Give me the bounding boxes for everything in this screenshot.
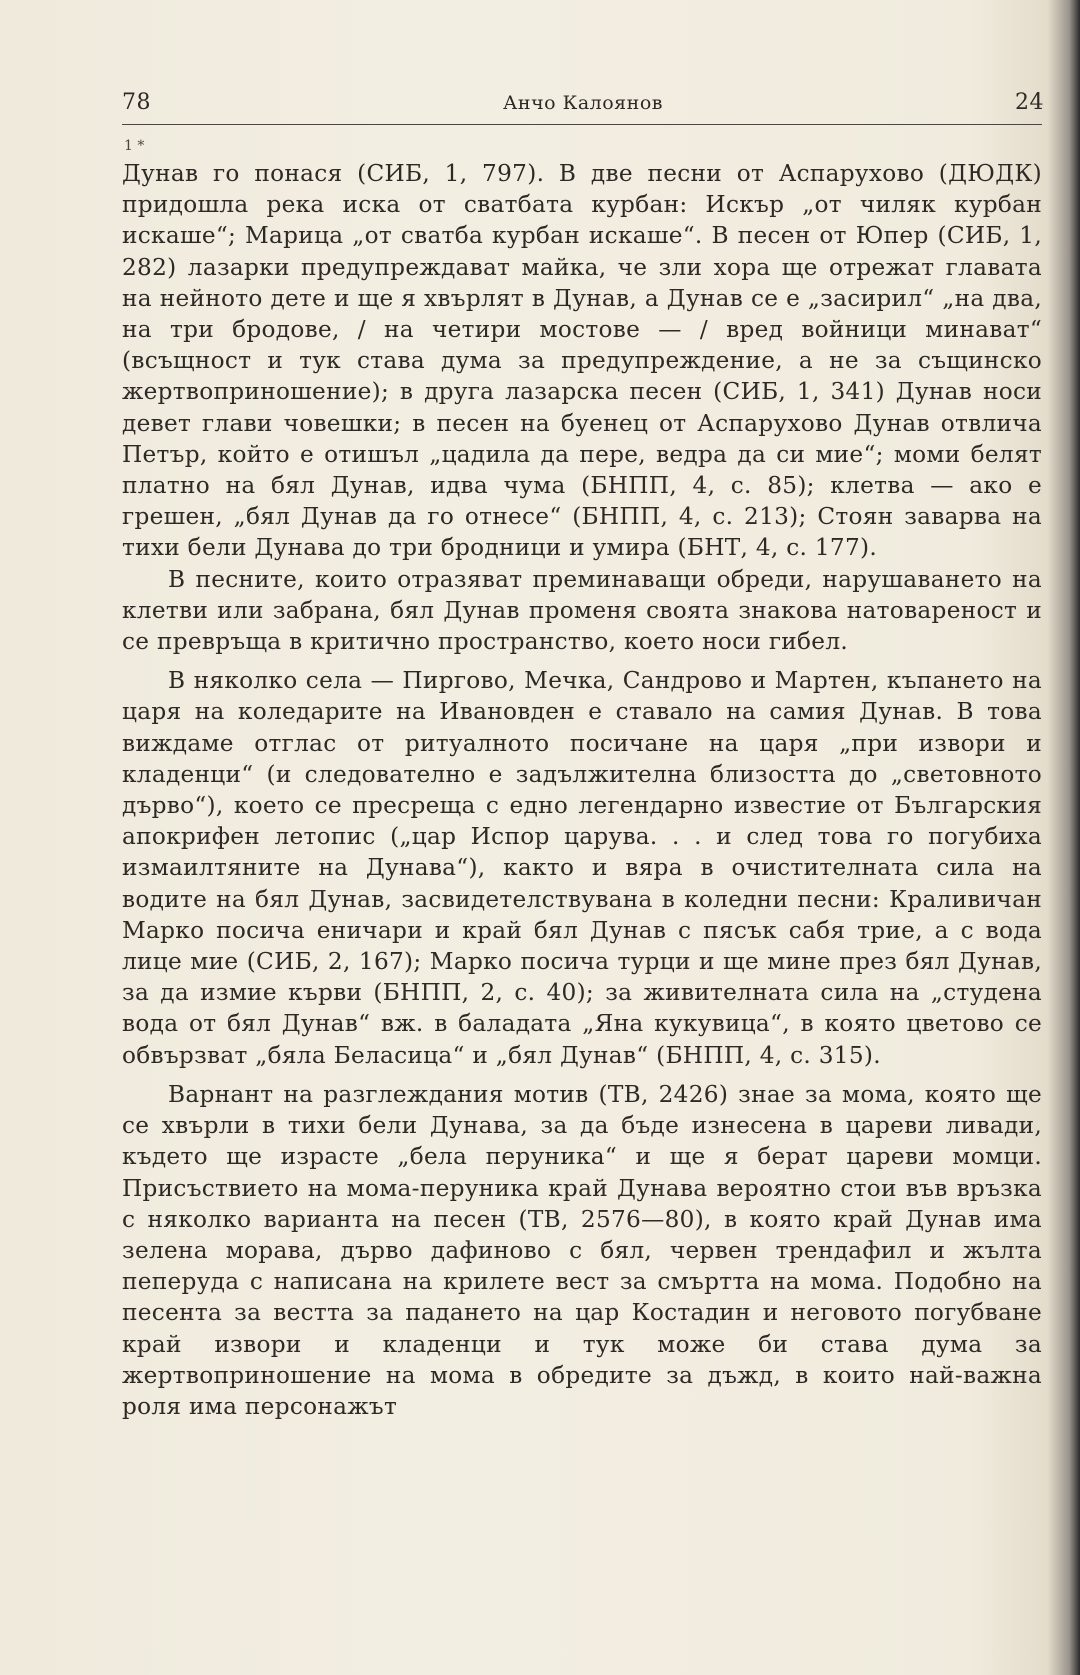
page-number: 78: [122, 90, 151, 115]
corner-mark: 1 *: [124, 138, 145, 154]
header-right-number: 24: [1015, 90, 1044, 115]
paragraph-3: В няколко села — Пиргово, Мечка, Сандрово и Мартен, къпането на царя на коледарите на Ивановден е ставало на самия Дунав. В това виждаме отглас от ритуалното посичане на царя „при извори и кладенци“ (и следователно е задължителна близостта до „световното дърво“), което се пресреща с едно легендарно известие от Българския апокрифен летопис („цар Испор царува. . . и след това го погубиха измаилтяните на Дунава“), както и вяра в очистителната сила на водите на бял Дунав, засвидетелствувана в коледни песни: Краливичан Марко посича еничари и край бял Дунав с пясък сабя трие, а с вода лице мие (СИБ, 2, 167); Марко посича турци и ще мине през бял Дунав, за да измие кърви (БНПП, 2, с. 40); за живителната сила на „студена вода от бял Дунав“ вж. в баладата „Яна кукувица“, в която цветово се обвързват „бяла Беласица“ и „бял Дунав“ (БНПП, 4, с. 315).: [122, 667, 1042, 1069]
paragraph-2: В песните, които отразяват преминаващи обреди, нарушаването на клетви или забрана, бял Дунав променя своята знакова натовареност и се превръща в критично пространство, което носи гибел.: [122, 565, 1042, 656]
main-text: [122, 158, 1042, 1422]
paragraph-1: Дунав го понася (СИБ, 1, 797). В две песни от Аспарухово (ДЮДК) придошла река иска от сватбата курбан: Искър „от чиляк курбан искаше“; Марица „от сватба курбан искаше“. В песен от Юпер (СИБ, 1, 282) лазарки предупреждават майка, че зли хора ще отрежат главата на нейното дете и ще я хвърлят в Дунав, а Дунав се е „засирил“ „на два, на три бродове, / на четири мостове — / вред войници минават“ (всъщност и тук става дума за предупреждение, а не за същинско жертвоприношение); в друга лазарска песен (СИБ, 1, 341) Дунав носи девет глави човешки; в песен на буенец от Аспарухово Дунав отвлича Петър, който е отишъл „цадила да пере, ведра да си мие“; моми белят платно на бял Дунав, идва чума (БНПП, 4, с. 85); клетва — ако е грешен, „бял Дунав да го отнесе“ (БНПП, 4, с. 213); Стоян заварва на тихи бели Дунава до три бродници и умира (БНТ, 4, с. 177).: [122, 160, 1042, 562]
running-head-author: Анчо Калоянов: [503, 92, 663, 114]
header-rule: [122, 124, 1042, 125]
paragraph-4: Варнант на разглеждания мотив (ТВ, 2426) знае за мома, която ще се хвърли в тихи бели Дунава, за да бъде изнесена в цареви ливади, където ще израсте „бела перуника“ и ще я берат цареви момци. Присъствието на мома-перуника край Дунава вероятно стои във връзка с няколко варианта на песен (ТВ, 2576—80), в която край Дунав има зелена морава, дърво дафиново с бял, червен трендафил и жълта пеперуда с написана на крилете вест за смъртта на мома. Подобно на песента за вестта за падането на цар Костадин и неговото погубване край извори и кладенци и тук може би става дума за жертвоприношение на мома в обредите за дъжд, в които най-важна роля има персонажът: [122, 1080, 1042, 1420]
running-header: [122, 90, 1044, 124]
